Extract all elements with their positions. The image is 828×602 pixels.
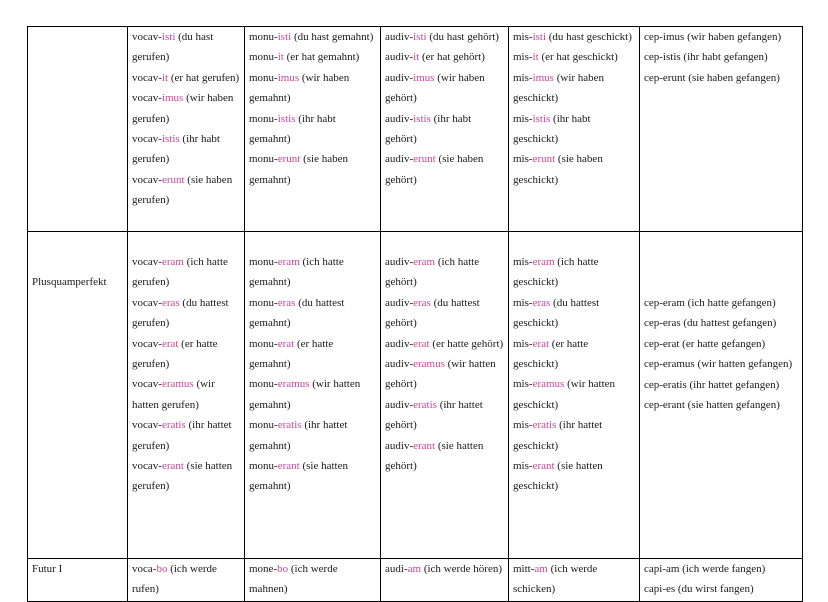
verb-translation: (wir haben gehört) bbox=[385, 71, 485, 105]
conjugation-entry bbox=[644, 579, 798, 599]
conjugation-entry bbox=[513, 252, 635, 293]
verb-stem: audiv- bbox=[385, 296, 414, 309]
conjugation-entry bbox=[132, 293, 240, 334]
verb-translation: (wir haben geschickt) bbox=[513, 71, 605, 105]
verb-stem: vocav- bbox=[132, 173, 162, 186]
verb-stem: audiv- bbox=[385, 153, 414, 166]
verb-ending: bo bbox=[156, 563, 168, 575]
verb-translation: (ich werde hören) bbox=[421, 563, 502, 575]
verb-translation: (wir haben gerufen) bbox=[132, 92, 234, 125]
verb-stem: vocav- bbox=[132, 133, 162, 146]
conjugation-cell bbox=[640, 232, 803, 559]
conjugation-entry bbox=[644, 47, 798, 67]
verb-ending: imus bbox=[277, 71, 300, 84]
verb-ending: erunt bbox=[532, 153, 556, 166]
conjugation-entry bbox=[385, 47, 504, 67]
conjugation-entry bbox=[385, 395, 504, 436]
verb-ending: it bbox=[532, 51, 539, 64]
verb-ending: eratis bbox=[277, 419, 302, 432]
verb-ending: eramus bbox=[413, 358, 445, 371]
verb-stem: monu- bbox=[249, 256, 278, 268]
verb-translation: (er hat geschickt) bbox=[538, 51, 618, 64]
verb-ending: isti bbox=[532, 31, 547, 43]
conjugation-entry bbox=[513, 47, 635, 67]
conjugation-entry bbox=[385, 109, 504, 150]
conjugation-entry bbox=[385, 334, 504, 354]
conjugation-entry bbox=[132, 129, 240, 170]
verb-translation: (du hast gehört) bbox=[426, 31, 499, 43]
verb-stem: audiv- bbox=[385, 51, 414, 64]
verb-ending: erat bbox=[161, 337, 179, 350]
verb-stem: cep-istis (ihr habt gefangen) bbox=[644, 51, 768, 64]
verb-ending: erant bbox=[532, 460, 555, 473]
table-row bbox=[28, 232, 803, 559]
conjugation-entry bbox=[249, 47, 376, 67]
verb-translation: (sie haben gemahnt) bbox=[249, 153, 348, 186]
conjugation-entry bbox=[132, 559, 240, 600]
conjugation-cell bbox=[245, 27, 381, 232]
verb-translation: (ich werde rufen) bbox=[132, 563, 217, 596]
tense-label: Futur I bbox=[32, 563, 63, 575]
conjugation-table bbox=[27, 26, 803, 602]
verb-stem: vocav- bbox=[132, 92, 162, 105]
verb-ending: isti bbox=[413, 31, 427, 43]
verb-stem: mis- bbox=[513, 112, 533, 125]
conjugation-entry bbox=[249, 415, 376, 456]
conjugation-entry bbox=[644, 395, 798, 415]
verb-translation: (ihr habt geschickt) bbox=[513, 112, 591, 146]
verb-ending: erant bbox=[277, 460, 300, 473]
conjugation-entry bbox=[385, 149, 504, 190]
verb-translation: (sie hatten geschickt) bbox=[513, 460, 603, 493]
conjugation-cell bbox=[509, 27, 640, 232]
verb-stem: cep-eramus (wir hatten gefangen) bbox=[644, 358, 793, 371]
verb-stem: mis- bbox=[513, 153, 533, 166]
verb-ending: istis bbox=[277, 112, 296, 125]
verb-ending: eram bbox=[277, 256, 300, 268]
verb-translation: (er hat gerufen) bbox=[168, 71, 240, 84]
conjugation-cell bbox=[245, 232, 381, 559]
conjugation-entry bbox=[644, 313, 798, 333]
verb-translation: (er hatte gemahnt) bbox=[249, 337, 334, 371]
conjugation-entry bbox=[385, 68, 504, 109]
verb-ending: am bbox=[407, 563, 422, 575]
conjugation-entry bbox=[249, 109, 376, 150]
verb-ending: erunt bbox=[277, 153, 301, 166]
verb-ending: imus bbox=[161, 92, 184, 105]
verb-translation: (ihr habt gemahnt) bbox=[249, 112, 336, 146]
conjugation-entry bbox=[132, 252, 240, 293]
conjugation-entry bbox=[132, 68, 240, 88]
verb-ending: imus bbox=[532, 71, 554, 84]
verb-stem: audiv- bbox=[385, 31, 414, 43]
verb-ending: eram bbox=[532, 256, 555, 268]
conjugation-entry bbox=[513, 415, 635, 456]
verb-translation: (wir haben gemahnt) bbox=[249, 71, 350, 105]
verb-translation: (sie hatten gehört) bbox=[385, 439, 484, 473]
verb-stem: audiv- bbox=[385, 439, 414, 452]
verb-translation: (du hattest gehört) bbox=[385, 296, 480, 330]
conjugation-cell bbox=[640, 559, 803, 602]
conjugation-cell bbox=[128, 232, 245, 559]
verb-stem: monu- bbox=[249, 153, 278, 166]
verb-translation: (ihr habt gehört) bbox=[385, 112, 472, 146]
verb-ending: eras bbox=[413, 296, 431, 309]
verb-ending: it bbox=[413, 51, 420, 64]
conjugation-entry bbox=[513, 109, 635, 150]
verb-stem: capi-am (ich werde fangen) bbox=[644, 563, 766, 575]
tense-label: Plusquamperfekt bbox=[32, 276, 107, 288]
conjugation-entry bbox=[644, 375, 798, 395]
verb-translation: (er hat gehört) bbox=[419, 51, 485, 64]
verb-stem: monu- bbox=[249, 337, 278, 350]
verb-translation: (ich werde mahnen) bbox=[249, 563, 338, 596]
verb-ending: eratis bbox=[413, 398, 437, 411]
conjugation-cell bbox=[640, 27, 803, 232]
conjugation-cell bbox=[509, 232, 640, 559]
verb-translation: (ich hatte gemahnt) bbox=[249, 256, 344, 289]
verb-stem: mis- bbox=[513, 31, 533, 43]
verb-translation: (ich werde schicken) bbox=[513, 563, 598, 596]
verb-ending: isti bbox=[277, 31, 292, 43]
conjugation-entry bbox=[385, 559, 504, 579]
verb-stem: vocav- bbox=[132, 296, 162, 309]
verb-stem: vocav- bbox=[132, 71, 162, 84]
verb-translation: (wir hatten geschickt) bbox=[513, 378, 616, 411]
verb-ending: eram bbox=[161, 256, 184, 268]
tense-label-cell bbox=[28, 559, 128, 602]
verb-translation: (du hast gerufen) bbox=[132, 31, 214, 64]
conjugation-entry bbox=[132, 170, 240, 211]
verb-stem: audi- bbox=[385, 563, 408, 575]
verb-translation: (ihr hattet gemahnt) bbox=[249, 419, 348, 452]
conjugation-entry bbox=[644, 334, 798, 354]
conjugation-entry bbox=[385, 436, 504, 477]
conjugation-entry bbox=[513, 374, 635, 415]
verb-ending: it bbox=[161, 71, 169, 84]
verb-stem: mone- bbox=[249, 563, 278, 575]
verb-translation: (du hattest gemahnt) bbox=[249, 296, 345, 330]
conjugation-entry bbox=[385, 293, 504, 334]
conjugation-entry bbox=[249, 559, 376, 600]
verb-stem: mis- bbox=[513, 71, 533, 84]
verb-ending: erunt bbox=[161, 173, 185, 186]
conjugation-entry bbox=[644, 354, 798, 374]
verb-stem: monu- bbox=[249, 419, 278, 432]
verb-stem: mis- bbox=[513, 296, 533, 309]
verb-translation: (wir hatten gehört) bbox=[385, 358, 496, 391]
table-row bbox=[28, 559, 803, 602]
conjugation-entry bbox=[644, 27, 798, 47]
verb-ending: erat bbox=[413, 337, 430, 350]
conjugation-entry bbox=[644, 559, 798, 579]
table-row bbox=[28, 27, 803, 232]
verb-ending: isti bbox=[161, 31, 176, 43]
verb-ending: eras bbox=[161, 296, 180, 309]
conjugation-entry bbox=[513, 293, 635, 334]
conjugation-entry bbox=[513, 559, 635, 600]
verb-stem: vocav- bbox=[132, 378, 162, 391]
verb-stem: vocav- bbox=[132, 460, 162, 473]
verb-stem: mis- bbox=[513, 51, 533, 64]
verb-translation: (er hatte gehört) bbox=[429, 337, 504, 350]
verb-stem: monu- bbox=[249, 296, 278, 309]
verb-translation: (sie hatten gemahnt) bbox=[249, 460, 348, 493]
verb-ending: eratis bbox=[532, 419, 557, 432]
verb-stem: mis- bbox=[513, 256, 533, 268]
conjugation-entry bbox=[249, 27, 376, 47]
verb-translation: (ihr hattet geschickt) bbox=[513, 419, 603, 452]
conjugation-entry bbox=[249, 68, 376, 109]
conjugation-cell bbox=[128, 559, 245, 602]
verb-translation: (er hatte geschickt) bbox=[513, 337, 589, 371]
verb-stem: monu- bbox=[249, 31, 278, 43]
conjugation-entry bbox=[249, 374, 376, 415]
conjugation-entry bbox=[132, 456, 240, 497]
verb-translation: (wir hatten gerufen) bbox=[132, 378, 215, 411]
verb-translation: (wir hatten gemahnt) bbox=[249, 378, 361, 411]
verb-stem: monu- bbox=[249, 51, 278, 64]
conjugation-entry bbox=[385, 252, 504, 293]
verb-stem: cep-eratis (ihr hattet gefangen) bbox=[644, 378, 780, 391]
verb-stem: monu- bbox=[249, 112, 278, 125]
conjugation-cell bbox=[245, 559, 381, 602]
verb-stem: vocav- bbox=[132, 256, 162, 268]
verb-ending: eras bbox=[532, 296, 551, 309]
verb-translation: (er hatte gerufen) bbox=[132, 337, 218, 371]
conjugation-entry bbox=[249, 293, 376, 334]
verb-ending: bo bbox=[277, 563, 289, 575]
conjugation-entry bbox=[644, 293, 798, 313]
verb-stem: audiv- bbox=[385, 358, 414, 371]
verb-stem: cep-erat (er hatte gefangen) bbox=[644, 337, 766, 350]
verb-stem: audiv- bbox=[385, 71, 414, 84]
verb-ending: erant bbox=[161, 460, 184, 473]
verb-ending: am bbox=[534, 563, 548, 575]
verb-translation: (du hast gemahnt) bbox=[291, 31, 374, 43]
conjugation-cell bbox=[381, 27, 509, 232]
verb-stem: vocav- bbox=[132, 337, 162, 350]
conjugation-entry bbox=[132, 334, 240, 375]
verb-ending: eramus bbox=[532, 378, 565, 391]
verb-ending: istis bbox=[161, 133, 180, 146]
verb-stem: mitt- bbox=[513, 563, 535, 575]
verb-translation: (sie haben gehört) bbox=[385, 153, 484, 186]
verb-translation: (du hast geschickt) bbox=[546, 31, 632, 43]
conjugation-entry bbox=[132, 415, 240, 456]
tense-label-cell bbox=[28, 27, 128, 232]
verb-stem: mis- bbox=[513, 419, 533, 432]
verb-ending: it bbox=[277, 51, 284, 64]
verb-stem: mis- bbox=[513, 460, 533, 473]
verb-translation: (er hat gemahnt) bbox=[283, 51, 360, 64]
tense-label-cell bbox=[28, 232, 128, 559]
verb-stem: monu- bbox=[249, 378, 278, 391]
conjugation-entry bbox=[513, 149, 635, 190]
conjugation-entry bbox=[385, 354, 504, 395]
verb-translation: (ich hatte gehört) bbox=[385, 256, 480, 289]
verb-stem: audiv- bbox=[385, 256, 414, 268]
verb-ending: eramus bbox=[277, 378, 310, 391]
verb-translation: (ich hatte gerufen) bbox=[132, 256, 228, 289]
conjugation-entry bbox=[513, 456, 635, 497]
verb-stem: cep-eras (du hattest gefangen) bbox=[644, 317, 777, 330]
conjugation-entry bbox=[644, 68, 798, 88]
conjugation-entry bbox=[385, 27, 504, 47]
conjugation-entry bbox=[249, 334, 376, 375]
verb-translation: (sie haben gerufen) bbox=[132, 173, 233, 207]
verb-stem: audiv- bbox=[385, 398, 414, 411]
verb-translation: (du hattest geschickt) bbox=[513, 296, 600, 330]
verb-ending: eras bbox=[277, 296, 296, 309]
verb-ending: istis bbox=[413, 112, 431, 125]
verb-ending: eramus bbox=[161, 378, 194, 391]
verb-stem: cep-erunt (sie haben gefangen) bbox=[644, 71, 780, 84]
verb-stem: monu- bbox=[249, 71, 278, 84]
verb-stem: voca- bbox=[132, 563, 157, 575]
verb-stem: cep-eram (ich hatte gefangen) bbox=[644, 297, 776, 309]
conjugation-entry bbox=[513, 68, 635, 109]
verb-stem: vocav- bbox=[132, 419, 162, 432]
verb-stem: monu- bbox=[249, 460, 278, 473]
verb-ending: eram bbox=[413, 256, 436, 268]
verb-stem: vocav- bbox=[132, 31, 162, 43]
verb-translation: (ihr habt gerufen) bbox=[132, 133, 220, 166]
conjugation-entry bbox=[249, 252, 376, 293]
verb-ending: erat bbox=[277, 337, 295, 350]
verb-stem: mis- bbox=[513, 337, 533, 350]
verb-stem: audiv- bbox=[385, 337, 414, 350]
conjugation-entry bbox=[132, 27, 240, 68]
conjugation-entry bbox=[132, 374, 240, 415]
conjugation-cell bbox=[509, 559, 640, 602]
verb-translation: (du hattest gerufen) bbox=[132, 296, 229, 330]
conjugation-entry bbox=[513, 334, 635, 375]
verb-ending: erant bbox=[413, 439, 436, 452]
verb-translation: (sie hatten gerufen) bbox=[132, 460, 233, 493]
conjugation-cell bbox=[128, 27, 245, 232]
verb-ending: erunt bbox=[413, 153, 436, 166]
conjugation-cell bbox=[381, 559, 509, 602]
verb-ending: eratis bbox=[161, 419, 186, 432]
conjugation-entry bbox=[249, 456, 376, 497]
conjugation-cell bbox=[381, 232, 509, 559]
conjugation-entry bbox=[249, 149, 376, 190]
verb-stem: capi-es (du wirst fangen) bbox=[644, 583, 754, 596]
verb-stem: mis- bbox=[513, 378, 533, 391]
verb-stem: audiv- bbox=[385, 112, 414, 125]
verb-ending: imus bbox=[413, 71, 435, 84]
verb-translation: (ihr hattet gerufen) bbox=[132, 419, 232, 452]
verb-translation: (ihr hattet gehört) bbox=[385, 398, 483, 432]
verb-ending: erat bbox=[532, 337, 550, 350]
conjugation-entry bbox=[513, 27, 635, 47]
verb-ending: istis bbox=[532, 112, 551, 125]
conjugation-entry bbox=[132, 88, 240, 129]
verb-stem: cep-imus (wir haben gefangen) bbox=[644, 31, 782, 43]
verb-translation: (ich hatte geschickt) bbox=[513, 256, 599, 289]
verb-stem: cep-erant (sie hatten gefangen) bbox=[644, 399, 780, 412]
verb-translation: (sie haben geschickt) bbox=[513, 153, 603, 186]
